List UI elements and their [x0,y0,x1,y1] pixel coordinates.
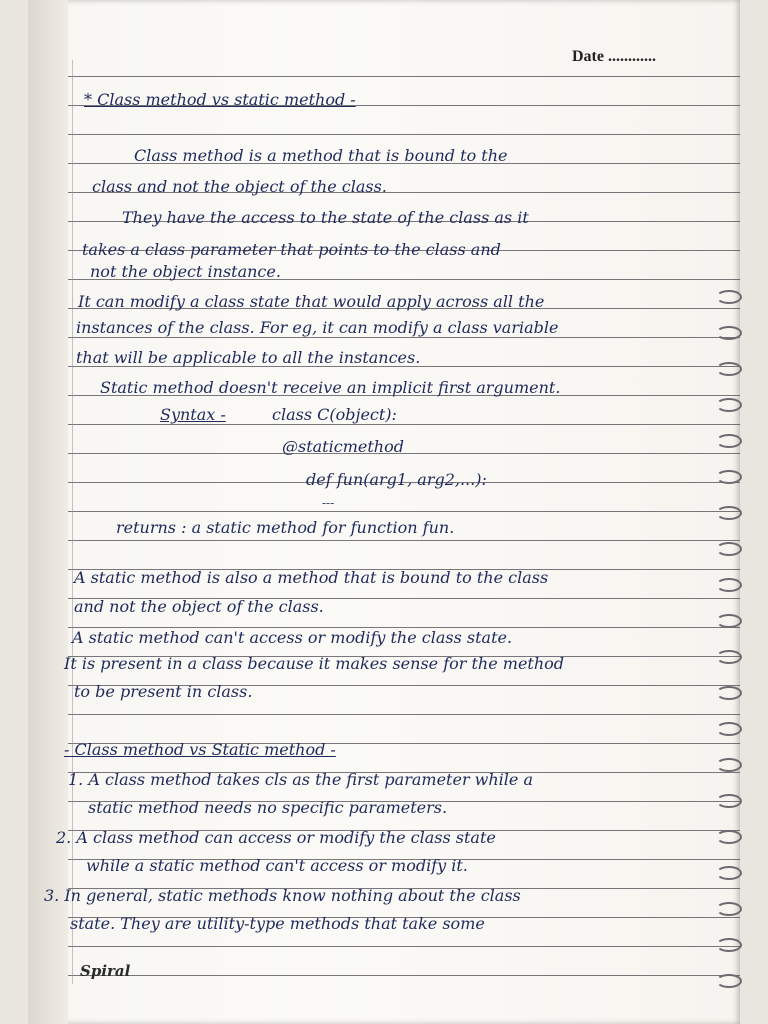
text-line: to be present in class. [74,682,253,701]
spiral-ring [716,470,742,484]
date-label: Date ............ [572,48,656,65]
text-line: class and not the object of the class. [92,177,387,196]
spiral-ring [716,614,742,628]
spiral-ring [716,398,742,412]
spiral-ring [716,326,742,340]
spiral-ring [716,650,742,664]
text-line: A static method can't access or modify the class state. [72,628,513,647]
heading-class-vs-static: * Class method vs static method - [84,90,356,109]
ruled-line [68,975,740,976]
list-item-continued: static method needs no specific parameters. [88,798,448,817]
ruled-line [68,453,740,454]
spiral-ring [716,506,742,520]
syntax-label: Syntax - [160,405,226,424]
spiral-ring [716,974,742,988]
spiral-ring [716,794,742,808]
ruled-line [68,134,740,135]
ruled-line [68,337,740,338]
text-line: takes a class parameter that points to the class and [82,240,501,259]
notebook-brand-logo: Spiral [80,962,131,980]
text-line: instances of the class. For eg, it can modify a class variable [76,318,559,337]
text-line: and not the object of the class. [74,597,324,616]
ruled-line [68,511,740,512]
ruled-line [68,76,740,77]
ruled-line [68,540,740,541]
list-item: 1. A class method takes cls as the first parameter while a [68,770,533,789]
subheading-class-vs-static: - Class method vs Static method - [64,740,336,759]
ruled-line [68,424,740,425]
code-line: --- [322,496,335,510]
text-line: They have the access to the state of the class as it [122,208,529,227]
list-item: 2. A class method can access or modify the class state [56,828,496,847]
text-line: It is present in a class because it makes sense for the method [64,654,565,673]
spiral-ring [716,830,742,844]
list-item-continued: while a static method can't access or modify it. [86,856,468,875]
spiral-ring [716,578,742,592]
text-line: that will be applicable to all the instances. [76,348,421,367]
text-line: not the object instance. [90,262,281,281]
spiral-ring [716,290,742,304]
spiral-ring [716,902,742,916]
ruled-line [68,946,740,947]
code-line: def fun(arg1, arg2,...): [306,470,487,489]
spiral-ring [716,722,742,736]
spiral-ring [716,938,742,952]
spiral-ring [716,686,742,700]
text-line: returns : a static method for function fun. [116,518,455,537]
ruled-line [68,714,740,715]
spiral-ring [716,542,742,556]
code-line: class C(object): [272,405,397,424]
text-line: A static method is also a method that is bound to the class [74,568,549,587]
spiral-ring [716,866,742,880]
spiral-ring [716,758,742,772]
text-line: Class method is a method that is bound to the [134,146,508,165]
text-line: Static method doesn't receive an implicit first argument. [100,378,561,397]
text-line: It can modify a class state that would apply across all the [78,292,545,311]
spiral-ring [716,434,742,448]
page-edge [28,0,68,1024]
list-item: 3. In general, static methods know nothing about the class [44,886,521,905]
code-line: @staticmethod [282,437,404,456]
spiral-ring [716,362,742,376]
list-item-continued: state. They are utility-type methods that take some [70,914,485,933]
